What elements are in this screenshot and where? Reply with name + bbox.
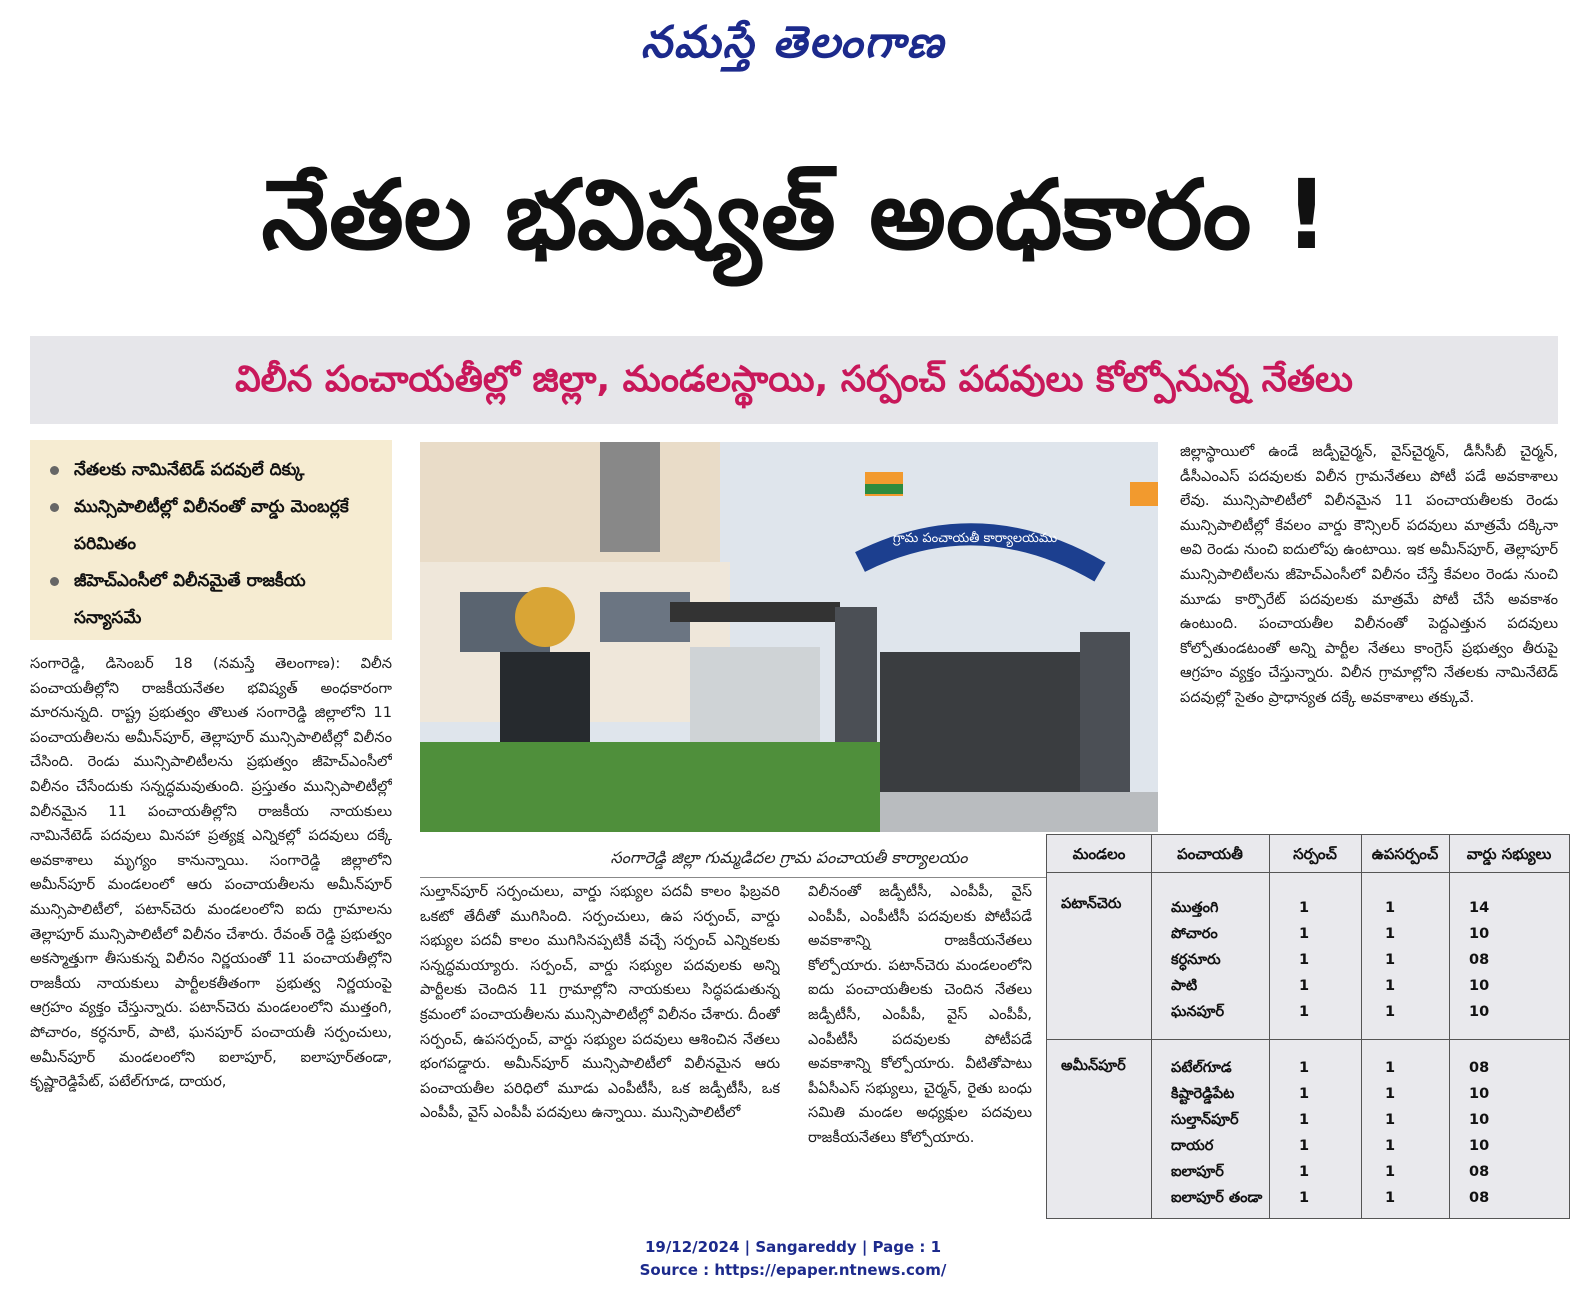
panchayat-name: కిష్టారెడ్డిపేట	[1171, 1086, 1235, 1102]
column-divider	[1151, 835, 1152, 1218]
bullet-icon	[50, 466, 59, 475]
column-divider	[1269, 835, 1270, 1218]
arch-text: గ్రామ పంచాయతీ కార్యాలయము	[892, 531, 1058, 546]
panchayat-name: ముత్తంగి	[1171, 900, 1219, 916]
bullet-icon	[50, 577, 59, 586]
sarpanch-count: 1	[1299, 952, 1310, 968]
headline: నేతల భవిష్యత్ అంధకారం !	[261, 159, 1329, 271]
column-divider	[1361, 835, 1362, 1218]
panchayat-name: పాటి	[1171, 978, 1198, 994]
upasarpanch-count: 1	[1385, 1138, 1396, 1154]
ward-count: 10	[1469, 1138, 1490, 1154]
sarpanch-count: 1	[1299, 978, 1310, 994]
office-photo	[420, 442, 1158, 832]
panchayat-name: దాయర	[1171, 1138, 1214, 1154]
panchayat-table	[1046, 834, 1570, 1219]
upasarpanch-count: 1	[1385, 978, 1396, 994]
ward-count: 08	[1469, 1190, 1490, 1206]
mandal-name: పటాన్‌చెరు	[1061, 896, 1122, 912]
article-text: సుల్తాన్‌పూర్ సర్పంచులు, వార్డు సభ్యుల పదవీ కాలం ఫిబ్రవరి ఒకటో తేదీతో ముగిసింది. సర్పంచులు, ఉప సర్పంచ్, వార్డు సభ్యుల పదవీ కాలం ముగిసినప్పటికీ వచ్చే సర్పంచ్ ఎన్నికలకు సన్నద్ధమయ్యారు. సర్పంచ్, వార్డు సభ్యుల పదవులకు అన్ని పార్టీలకు చెందిన 11 గ్రామాల్లోని నాయకులు సిద్ధపడుతున్న క్రమంలో పంచాయతీలను మున్సిపాలిటీల్లో విలీనం చేశారు. దీంతో సర్పంచ్, ఉపసర్పంచ్, వార్డు సభ్యుల పదవులు ఆశించిన నేతలు భంగపడ్డారు. అమీన్‌పూర్ మున్సిపాలిటీలో విలీనమైన ఆరు పంచాయతీల పరిధిలో మూడు ఎంపీటీసీ, ఒక జడ్పీటీసీ, ఒక ఎంపీపీ, వైస్ ఎంపీపీ పదవులు ఉన్నాయి. మున్సిపాలిటీలో	[420, 883, 780, 1122]
panchayat-name: సుల్తాన్‌పూర్	[1171, 1112, 1239, 1128]
upasarpanch-count: 1	[1385, 1086, 1396, 1102]
article-text: విలీనంతో జడ్పీటీసీ, ఎంపీపీ, వైస్ ఎంపీపీ, ఎంపీటీసీ పదవులకు పోటీపడే అవకాశాన్ని రాజకీయనేతలు కోల్పోయారు. పటాన్‌చెరు మండలంలోని ఐదు పంచాయతీలకు చెందిన నేతలు జడ్పీటీసీ, ఎంపీపీ, వైస్ ఎంపీపీ, ఎంపీటీసీ పదవులకు పోటీపడే అవకాశాన్ని కోల్పోయారు. వీటితోపాటు పీఏసీఎస్ సభ్యులు, చైర్మన్, రైతు బంధు సమితి మండల అధ్యక్షుల పదవులు రాజకీయనేతలు కోల్పోయారు.	[808, 883, 1032, 1146]
highlight-text: మున్సిపాలిటీల్లో విలీనంతో వార్డు మెంబర్లకే పరిమితం	[74, 497, 349, 554]
article-column-2	[420, 880, 780, 1210]
panchayat-name: ఐలాపూర్ తండా	[1171, 1190, 1263, 1206]
panchayat-name: కర్ధనూరు	[1171, 952, 1221, 968]
photo-caption: సంగారెడ్డి జిల్లా గుమ్మడిదల గ్రామ పంచాయతీ కార్యాలయం	[420, 838, 1158, 878]
sarpanch-count: 1	[1299, 1190, 1310, 1206]
ward-count: 10	[1469, 1112, 1490, 1128]
article-text: సంగారెడ్డి, డిసెంబర్ 18 (నమస్తే తెలంగాణ): విలీన పంచాయతీల్లోని రాజకీయనేతల భవిష్యత్ అంధకారంగా మారనున్నది. రాష్ట్ర ప్రభుత్వం తొలుత సంగారెడ్డి జిల్లాలోని 11 పంచాయతీలను అమీన్‌పూర్, తెల్లాపూర్ మున్సిపాలిటీల్లో విలీనం చేసింది. రెండు మున్సిపాలిటీలను ప్రభుత్వం జీహెచ్ఎంసీలో విలీనం చేసేందుకు సన్నద్ధమవుతుంది. ప్రస్తుతం మున్సిపాలిటీల్లో విలీనమైన 11 పంచాయతీల్లోని రాజకీయ నాయకులు నామినేటెడ్ పదవులు మినహా ప్రత్యక్ష ఎన్నికల్లో పదవులు దక్కే అవకాశాలు మృగ్యం కానున్నాయి. సంగారెడ్డి జిల్లాలోని అమీన్‌పూర్ మండలంలో ఆరు పంచాయతీలను అమీన్‌పూర్ మున్సిపాలిటీలో, పటాన్‌చెరు మండలంలోని ఐదు గ్రామాలను తెల్లాపూర్ మున్సిపాలిటీలో విలీనం చేశారు. రేవంత్ రెడ్డి ప్రభుత్వం అకస్మాత్తుగా తీసుకున్న విలీనం నిర్ణయంతో 11 పంచాయతీల్లోని రాజకీయ నాయకులు పార్టీలకతీతంగా ప్రభుత్వ నిర్ణయంపై ఆగ్రహం వ్యక్తం చేస్తున్నారు. పటాన్‌చెరు మండలంలోని ముత్తంగి, పోచారం, కర్ధనూర్, పాటి, ఘనపూర్ పంచాయతీ సర్పంచులు, అమీన్‌పూర్ మండలంలోని ఐలాపూర్, ఐలాపూర్‌తండా, కృష్ణారెడ్డిపేట్, పటేల్‌గూడ, దాయర,	[30, 655, 392, 1091]
masthead	[0, 8, 1586, 78]
ward-count: 10	[1469, 978, 1490, 994]
highlight-text: నేతలకు నామినేటెడ్ పదవులే దిక్కు	[74, 460, 305, 480]
article-text: జిల్లాస్థాయిలో ఉండే జడ్పీచైర్మన్, వైస్‌చైర్మన్, డీసీసీబీ చైర్మన్, డీసీఎంఎస్ పదవులకు విలీన గ్రామనేతలు పోటీ పడే అవకాశాలు లేవు. మున్సిపాలిటీలో విలీనమైన 11 పంచాయతీలకు రెండు మున్సిపాలిటీల్లో కేవలం వార్డు కౌన్సిలర్ పదవులు మాత్రమే దక్కినా అవి రెండు నుంచి ఐదులోపు ఉంటాయి. ఇక అమీన్‌పూర్, తెల్లాపూర్ మున్సిపాలిటీలను జీహెచ్ఎంసీలో విలీనం చేస్తే కేవలం రెండు నుంచి మూడు కార్పొరేట్ పదవులకు మాత్రమే పోటీ చేసే అవకాశం ఉంటుంది. పంచాయతీల విలీనంతో పెద్దఎత్తున పదవులు కోల్పోతుండటంతో అన్ని పార్టీల నేతలు కాంగ్రెస్ ప్రభుత్వం తీరుపై ఆగ్రహం వ్యక్తం చేస్తున్నారు. విలీన గ్రామాల్లోని నేతలకు నామినేటెడ్ పదవుల్లో సైతం ప్రాధాన్యత దక్కే అవకాశాలు తక్కువే.	[1180, 443, 1558, 706]
column-divider	[1449, 835, 1450, 1218]
panchayat-name: ఐలాపూర్	[1171, 1164, 1224, 1180]
ward-count: 08	[1469, 952, 1490, 968]
subheadline-band	[30, 336, 1558, 424]
upasarpanch-count: 1	[1385, 1164, 1396, 1180]
article-column-4	[1180, 440, 1558, 828]
ward-count: 10	[1469, 926, 1490, 942]
sarpanch-count: 1	[1299, 926, 1310, 942]
upasarpanch-count: 1	[1385, 1060, 1396, 1076]
office-photo-image	[420, 442, 1158, 832]
highlights-box	[30, 440, 392, 640]
sarpanch-count: 1	[1299, 1060, 1310, 1076]
sarpanch-count: 1	[1299, 1112, 1310, 1128]
highlight-item	[48, 452, 378, 489]
upasarpanch-count: 1	[1385, 1004, 1396, 1020]
upasarpanch-count: 1	[1385, 900, 1396, 916]
highlight-item	[48, 489, 378, 563]
upasarpanch-count: 1	[1385, 926, 1396, 942]
header-mandal: మండలం	[1072, 845, 1126, 863]
highlight-text: జీహెచ్ఎంసీలో విలీనమైతే రాజకీయ సన్యాసమే	[74, 571, 306, 628]
sarpanch-count: 1	[1299, 1164, 1310, 1180]
ward-count: 14	[1469, 900, 1490, 916]
sarpanch-count: 1	[1299, 1138, 1310, 1154]
ward-count: 10	[1469, 1004, 1490, 1020]
header-panchayat: పంచాయతీ	[1177, 845, 1243, 863]
subheadline: విలీన పంచాయతీల్లో జిల్లా, మండలస్థాయి, సర్పంచ్ పదవులు కోల్పోనున్న నేతలు	[235, 359, 1353, 400]
highlight-item	[48, 563, 378, 637]
upasarpanch-count: 1	[1385, 1190, 1396, 1206]
upasarpanch-count: 1	[1385, 952, 1396, 968]
header-upasarpanch: ఉపసర్పంచ్	[1371, 845, 1439, 863]
ward-count: 08	[1469, 1060, 1490, 1076]
ward-count: 10	[1469, 1086, 1490, 1102]
group-divider	[1047, 1039, 1569, 1040]
sarpanch-count: 1	[1299, 1086, 1310, 1102]
panchayat-name: పటేల్‌గూడ	[1171, 1060, 1232, 1076]
mandal-name: అమీన్‌పూర్	[1061, 1058, 1126, 1074]
article-column-1	[30, 652, 392, 1212]
newspaper-logo: నమస్తే తెలంగాణ	[640, 17, 946, 68]
header-sarpanch: సర్పంచ్	[1293, 845, 1337, 863]
bullet-icon	[50, 503, 59, 512]
upasarpanch-count: 1	[1385, 1112, 1396, 1128]
sarpanch-count: 1	[1299, 1004, 1310, 1020]
header-ward-members: వార్డు సభ్యులు	[1466, 845, 1552, 863]
article-column-3	[808, 880, 1032, 1210]
footer-source: Source : https://epaper.ntnews.com/	[639, 1261, 947, 1279]
ward-count: 08	[1469, 1164, 1490, 1180]
sarpanch-count: 1	[1299, 900, 1310, 916]
panchayat-name: పోచారం	[1171, 926, 1218, 942]
panchayat-name: ఘనపూర్	[1171, 1004, 1225, 1020]
footer-date-page: 19/12/2024 | Sangareddy | Page : 1	[644, 1238, 942, 1256]
table-header	[1047, 835, 1569, 873]
page-footer	[0, 1236, 1586, 1282]
